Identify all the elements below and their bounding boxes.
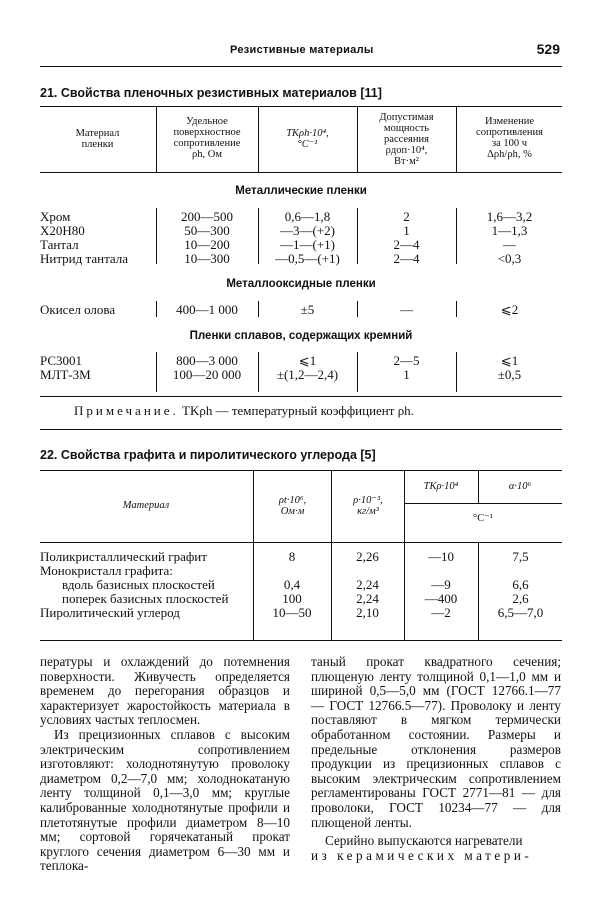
table21-section-title: Металлооксидные пленки [226, 278, 376, 290]
cell-material: Монокристалл графита: [40, 563, 173, 578]
table22-unit-row: °C⁻¹ [473, 513, 493, 524]
cell-density: 2,26 [356, 549, 379, 564]
table22-header-divider [478, 470, 479, 503]
cell-resistance: 100—20 000 [172, 367, 242, 382]
table22-header-rule [40, 542, 562, 543]
table21-header-divider [357, 106, 358, 172]
table21-col-material: Материал пленки [75, 128, 120, 150]
cell-alpha: 6,6 [512, 577, 529, 592]
cell-density: 2,24 [356, 591, 379, 606]
body-right-column [311, 655, 561, 863]
cell-power: 1 [403, 223, 410, 238]
table22-header-subrule [404, 503, 562, 504]
cell-tk: —0,5—(+1) [275, 251, 340, 266]
cell-power: 2 [403, 209, 410, 224]
table21-top-rule [40, 106, 562, 107]
cell-change: <0,3 [497, 251, 522, 266]
cell-rho-t: 10—50 [272, 605, 312, 620]
running-header [40, 40, 560, 62]
body-paragraph: Серийно выпускаются нагреватели [325, 833, 523, 849]
cell-resistance: 200—500 [181, 209, 233, 224]
cell-material: вдоль базисных плоскостей [62, 577, 215, 592]
table21-note [74, 403, 414, 419]
cell-change: ⩽2 [500, 302, 519, 317]
cell-power: — [400, 302, 413, 317]
table21-section-title: Металлические пленки [235, 185, 367, 197]
cell-alpha: 6,5—7,0 [497, 605, 544, 620]
cell-material: МЛТ-3М [40, 367, 91, 382]
cell-tk: ±(1,2—2,4) [276, 367, 339, 382]
cell-power: 2—4 [393, 237, 420, 252]
table21-col-power: Допустимая мощность рассеяния ρдоп·10⁴, Вт·м² [379, 112, 434, 167]
cell-alpha: 2,6 [512, 591, 529, 606]
cell-tk: —400 [424, 591, 458, 606]
cell-resistance: 50—300 [184, 223, 230, 238]
table22-header-divider [331, 470, 332, 542]
cell-tk: ±5 [300, 302, 315, 317]
cell-material: Тантал [40, 237, 79, 252]
cell-material: Нитрид тантала [40, 251, 129, 266]
cell-material: Окисел олова [40, 302, 116, 317]
body-paragraph-end: из керамических матери- [311, 847, 533, 863]
cell-material: РС3001 [40, 353, 83, 368]
table22-col-rho-t: ρt·10⁶, Ом·м [278, 495, 307, 517]
section-divider-rule [40, 429, 562, 430]
table22-caption: 22. Свойства графита и пиролитического углерода [5] [40, 448, 376, 462]
body-paragraph: таный прокат квадратного сечения; плющеную ленту толщиной 0,1—1,0 мм и шириной 0,5—5,0 мм (ГОСТ 12766.1—77 — ГОСТ 12766.5—77). Проволоку и ленту поставляют в мягком термически обработанном состоянии. Размеры и предельные отклонения размеров продукции из прецизионных сплавов с высоким электрическим сопротивлением регламентированы ГОСТ 2771—81 — для проволоки, ГОСТ 10234—77 — для плющеной ленты. [311, 654, 561, 830]
page-number: 529 [536, 41, 560, 57]
cell-tk: —9 [431, 577, 451, 592]
table21-col-change: Изменение сопротивления за 100 ч Δρh/ρh, % [476, 116, 543, 160]
cell-change: 1,6—3,2 [486, 209, 533, 224]
cell-resistance: 400—1 000 [176, 302, 238, 317]
cell-change: — [503, 237, 516, 252]
header-rule [40, 66, 562, 67]
cell-tk: ⩽1 [298, 353, 317, 368]
cell-tk: —3—(+2) [280, 223, 335, 238]
cell-alpha: 7,5 [512, 549, 529, 564]
cell-density: 2,10 [356, 605, 379, 620]
cell-tk: 0,6—1,8 [284, 209, 331, 224]
table22-header-divider [404, 470, 405, 542]
running-header-title: Резистивные материалы [230, 44, 374, 56]
cell-rho-t: 0,4 [283, 577, 301, 592]
table22-top-rule [40, 470, 562, 471]
table22-bottom-rule [40, 640, 562, 641]
table22-col-material: Материал [122, 500, 170, 511]
cell-rho-t: 100 [282, 591, 302, 606]
table22-header-divider [253, 470, 254, 542]
table22-col-alpha: α·10⁶ [508, 481, 532, 492]
cell-tk: —10 [428, 549, 454, 564]
table22-col-density: ρ·10⁻³, кг/м³ [353, 495, 383, 517]
table21-bottom-rule [40, 396, 562, 397]
table21-header-rule [40, 172, 562, 173]
table22-col-tk: TKρ·10⁴ [423, 481, 459, 492]
cell-power: 2—5 [393, 353, 420, 368]
note-label: Примечание. [74, 403, 179, 418]
cell-resistance: 10—300 [184, 251, 230, 266]
cell-material: Пиролитический углерод [40, 605, 180, 620]
body-paragraph: пературы и охлаждений до потемнения поверхности. Живучесть определяется временем до перегорания образцов и характеризует жаростойкость материала в условиях частых теплосмен. [40, 654, 290, 728]
cell-power: 2—4 [393, 251, 420, 266]
table21-caption: 21. Свойства пленочных резистивных материалов [11] [40, 86, 382, 100]
table21-section-title: Пленки сплавов, содержащих кремний [189, 330, 413, 342]
cell-material: поперек базисных плоскостей [62, 591, 229, 606]
cell-material: Поликристаллический графит [40, 549, 207, 564]
table21-col-tk: TKρh·10⁴, °C⁻¹ [286, 128, 329, 150]
cell-density: 2,24 [356, 577, 379, 592]
cell-material: Хром [40, 209, 71, 224]
note-text: TKρh — температурный коэффициент ρh. [182, 403, 414, 418]
cell-resistance: 800—3 000 [176, 353, 238, 368]
cell-resistance: 10—200 [184, 237, 230, 252]
cell-change: ⩽1 [500, 353, 519, 368]
cell-rho-t: 8 [288, 549, 296, 564]
table21-header-divider [456, 106, 457, 172]
cell-change: ±0,5 [497, 367, 522, 382]
cell-power: 1 [403, 367, 410, 382]
cell-tk: —2 [431, 605, 451, 620]
table21-col-resistance: Удельное поверхностное сопротивление ρh, Ом [173, 116, 241, 160]
body-left-column [40, 655, 290, 874]
body-paragraph: Из прецизионных сплавов с высоким электрическим сопротивлением изготовляют: холоднотянутую проволоку диаметром 0,2—7,0 мм; холоднокатаную ленту толщиной 0,1—3,0 мм; круглые калиброванные холоднотянутые профили и плетотянутые профили диаметром 8—10 мм; сортовой горячекатаный прокат круглого сечения диаметром 6—30 мм и теплока- [40, 726, 290, 874]
cell-tk: —1—(+1) [280, 237, 335, 252]
table21-header-divider [156, 106, 157, 172]
cell-material: Х20Н80 [40, 223, 85, 238]
table21-header-divider [258, 106, 259, 172]
cell-change: 1—1,3 [491, 223, 528, 238]
